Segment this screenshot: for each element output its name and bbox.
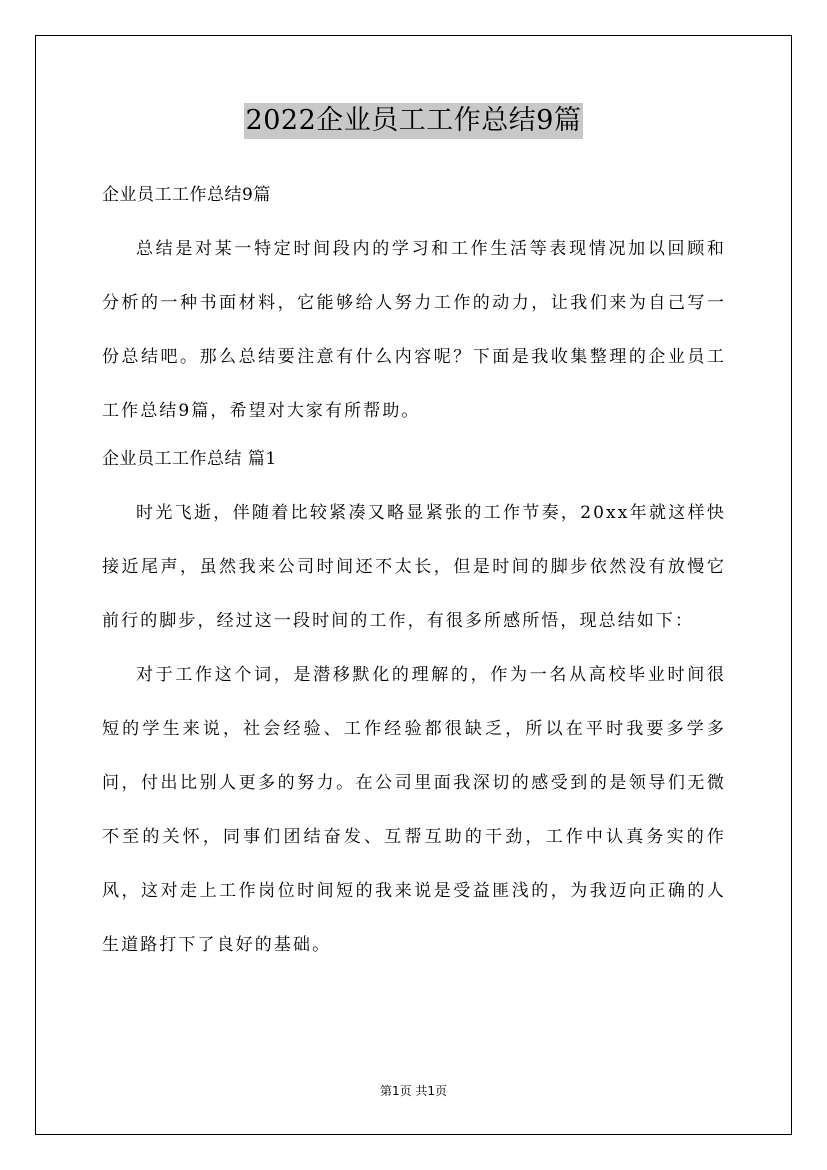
page-footer: 第1页 共1页	[379, 1084, 448, 1098]
title-wrap	[0, 103, 827, 139]
body-paragraph-2: 对于工作这个词，是潜移默化的理解的，作为一名从高校毕业时间很短的学生来说，社会经验、工作经验都很缺乏，所以在平时我要多学多问，付出比别人更多的努力。在公司里面我深切的感受到的是领导们无微不至的关怀，同事们团结奋发、互帮互助的干劲，工作中认真务实的作风，这对走上工作岗位时间短的我来说是受益匪浅的，为我迈向正确的人生道路打下了良好的基础。	[102, 665, 726, 955]
intro-paragraph: 总结是对某一特定时间段内的学习和工作生活等表现情况加以回顾和分析的一种书面材料，它能够给人努力工作的动力，让我们来为自己写一份总结吧。那么总结要注意有什么内容呢？下面是我收集整理的企业员工工作总结9篇，希望对大家有所帮助。	[102, 239, 726, 421]
document-body	[102, 174, 726, 972]
section-heading: 企业员工工作总结 篇1	[102, 449, 277, 469]
body-paragraph-1: 时光飞逝，伴随着比较紧凑又略显紧张的工作节奏，20xx年就这样快接近尾声，虽然我来公司时间还不太长，但是时间的脚步依然没有放慢它前行的脚步，经过这一段时间的工作，有很多所感所悟，现总结如下：	[102, 503, 726, 631]
document-title: 2022企业员工工作总结9篇	[244, 103, 584, 139]
document-subtitle: 企业员工工作总结9篇	[102, 185, 271, 205]
